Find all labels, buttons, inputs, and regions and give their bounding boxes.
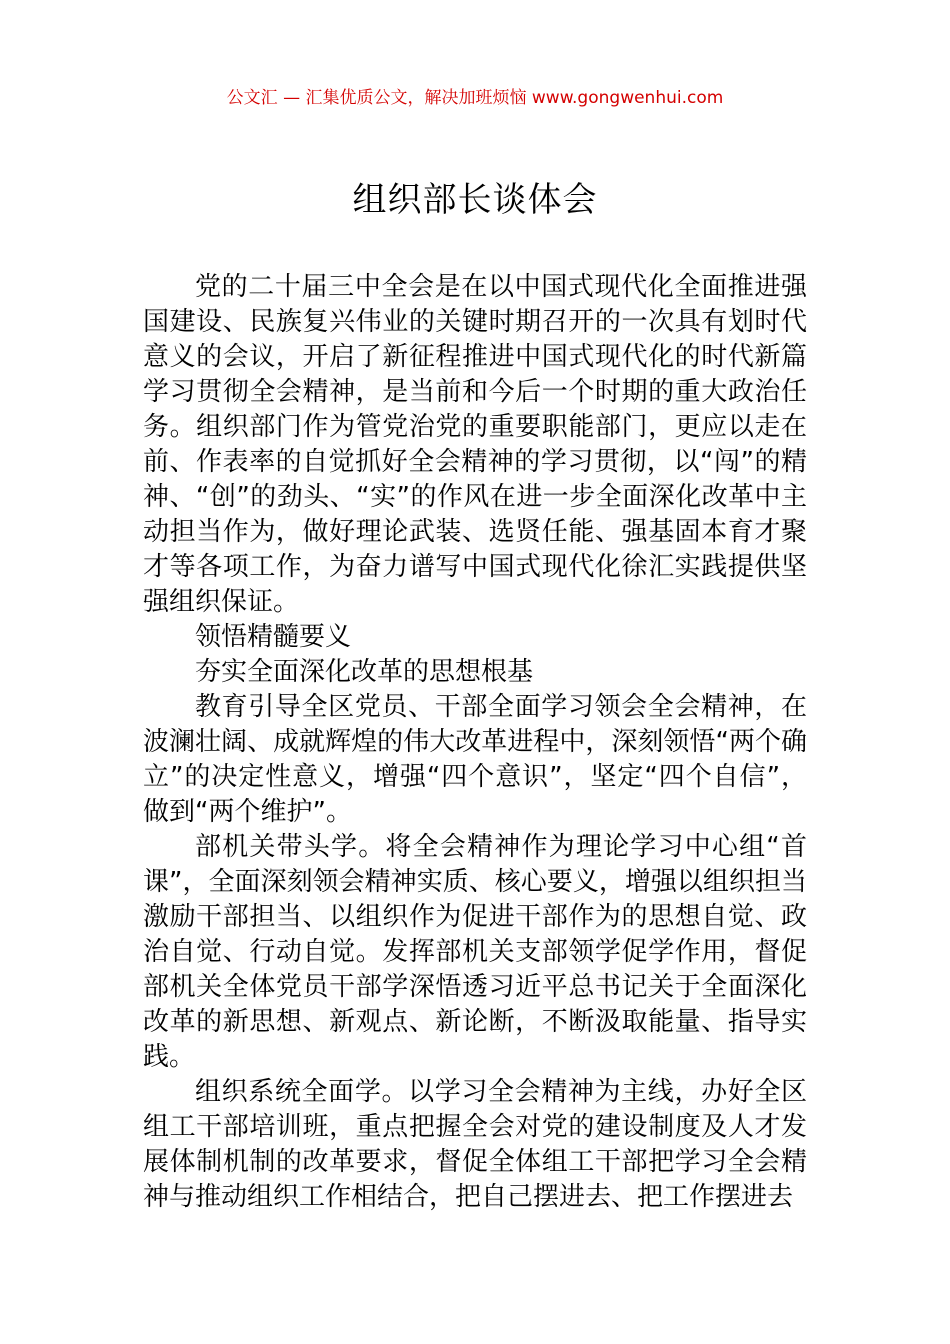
section-heading: 领悟精髓要义: [195, 622, 352, 652]
section-subheading: 夯实全面深化改革的思想根基: [195, 657, 534, 687]
paragraph-system-study: 组织系统全面学。以学习全会精神为主线，办好全区组工干部培训班，重点把握全会对党的建设制度及人才发展体制机制的改革要求，督促全体组工干部把学习全会精神与推动组织工作相结合，把自己摆进去、把工作摆进去: [143, 1077, 807, 1212]
site-watermark-header: 公文汇 — 汇集优质公文，解决加班烦恼 www.gongwenhui.com: [226, 88, 724, 108]
paragraph-intro: 党的二十届三中全会是在以中国式现代化全面推进强国建设、民族复兴伟业的关键时期召开的一次具有划时代意义的会议，开启了新征程推进中国式现代化的时代新篇学习贯彻全会精神，是当前和今后一个时期的重大政治任务。组织部门作为管党治党的重要职能部门，更应以走在前、作表率的自觉抓好全会精神的学习贯彻，以“闯”的精神、“创”的劲头、“实”的作风在进一步全面深化改革中主动担当作为，做好理论武装、选贤任能、强基固本育才聚才等各项工作，为奋力谱写中国式现代化徐汇实践提供坚强组织保证。: [143, 272, 807, 617]
document-title: 组织部长谈体会: [352, 180, 598, 220]
paragraph-department-study: 部机关带头学。将全会精神作为理论学习中心组“首课”，全面深刻领会精神实质、核心要义，增强以组织担当激励干部担当、以组织作为促进干部作为的思想自觉、政治自觉、行动自觉。发挥部机关支部领学促学作用，督促部机关全体党员干部学深悟透习近平总书记关于全面深化改革的新思想、新观点、新论断，不断汲取能量、指导实践。: [143, 832, 807, 1072]
document-body: [143, 270, 807, 1215]
paragraph-guidance: 教育引导全区党员、干部全面学习领会全会精神，在波澜壮阔、成就辉煌的伟大改革进程中，深刻领悟“两个确立”的决定性意义，增强“四个意识”，坚定“四个自信”，做到“两个维护”。: [143, 692, 807, 827]
